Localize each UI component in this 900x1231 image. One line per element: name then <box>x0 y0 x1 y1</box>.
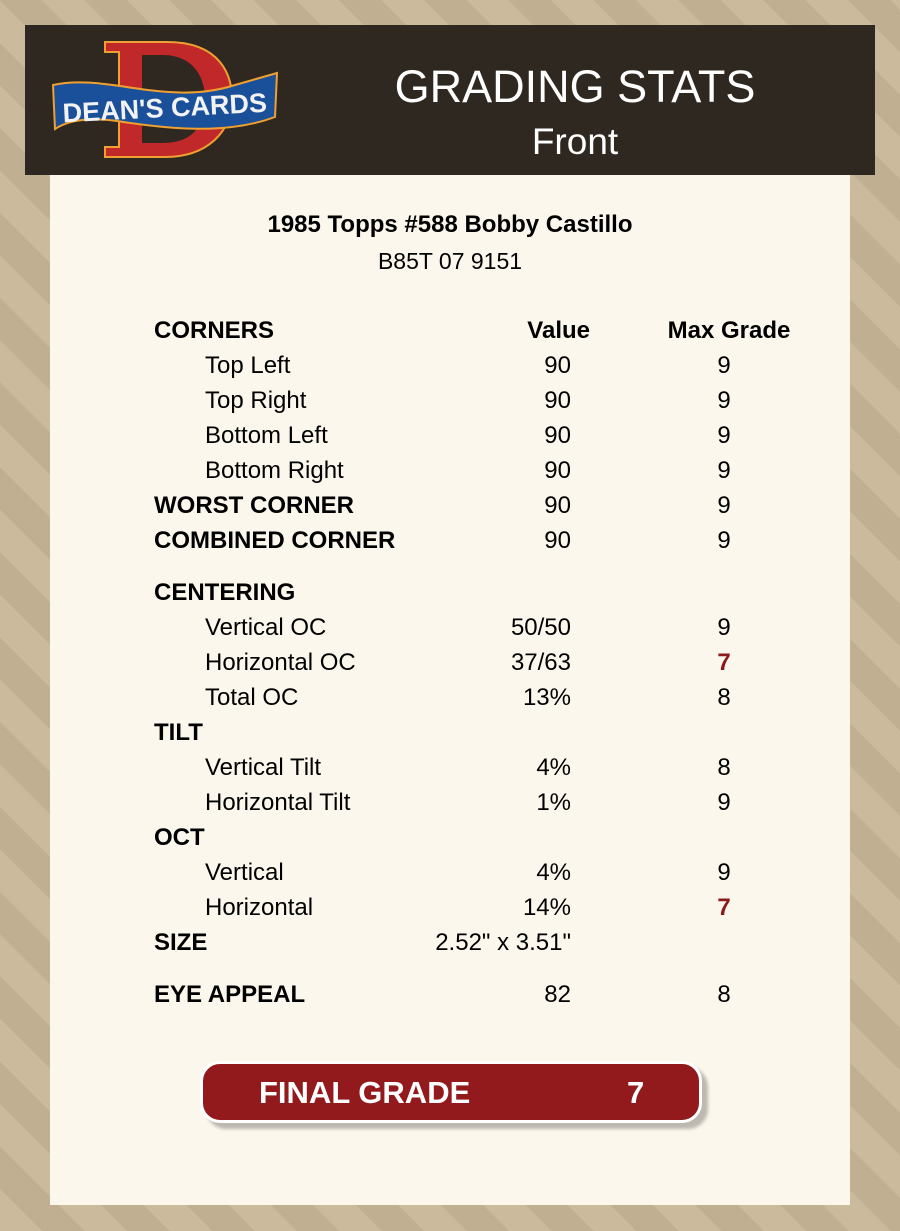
row-label: Vertical Tilt <box>205 754 322 781</box>
deans-cards-logo <box>47 37 282 162</box>
row-max-grade: 8 <box>717 684 731 711</box>
table-row <box>154 785 814 820</box>
row-value: 50/50 <box>510 614 571 641</box>
row-value: 90 <box>544 422 571 449</box>
row-label: Horizontal Tilt <box>205 789 351 816</box>
row-label: WORST CORNER <box>154 492 354 519</box>
table-row <box>154 855 814 890</box>
row-label: Vertical <box>205 859 284 886</box>
row-max-grade: 9 <box>717 789 731 816</box>
page-title: GRADING STATS <box>394 61 756 112</box>
row-value: 2.52" x 3.51" <box>435 929 571 956</box>
cert-number: B85T 07 9151 <box>377 248 523 274</box>
row-value: 1% <box>536 789 571 816</box>
row-max-grade: 9 <box>717 457 731 484</box>
row-label: Total OC <box>205 684 299 711</box>
row-label: CENTERING <box>154 579 296 606</box>
row-max-grade: 9 <box>717 527 731 554</box>
table-row <box>154 418 814 453</box>
row-max-grade: 9 <box>717 422 731 449</box>
section-row <box>154 313 814 348</box>
row-value: 90 <box>544 352 571 379</box>
table-row <box>154 383 814 418</box>
row-max-grade: 9 <box>717 352 731 379</box>
final-grade-badge <box>200 1061 702 1123</box>
row-label: Horizontal <box>205 894 314 921</box>
row-value: 4% <box>536 859 571 886</box>
row-label: COMBINED CORNER <box>154 527 396 554</box>
row-max-grade: 9 <box>717 614 731 641</box>
row-value: 4% <box>536 754 571 781</box>
table-row <box>154 453 814 488</box>
row-label: CORNERS <box>154 317 275 344</box>
row-value: 13% <box>522 684 571 711</box>
row-max-grade: 9 <box>717 387 731 414</box>
row-max-grade: 8 <box>717 981 731 1008</box>
row-label: Top Right <box>205 387 307 414</box>
row-label: Vertical OC <box>205 614 327 641</box>
row-label: Bottom Right <box>205 457 344 484</box>
row-label: Bottom Left <box>205 422 328 449</box>
row-label: TILT <box>154 719 203 746</box>
table-row <box>154 610 814 645</box>
page-subtitle: Front <box>531 121 619 162</box>
final-grade-value: 7 <box>627 1075 645 1110</box>
final-grade-label: FINAL GRADE <box>259 1075 471 1110</box>
row-max-grade: 8 <box>717 754 731 781</box>
row-max-grade: 9 <box>717 859 731 886</box>
row-label: SIZE <box>154 929 208 956</box>
section-row <box>154 715 814 750</box>
row-value: 37/63 <box>510 649 571 676</box>
card-title: 1985 Topps #588 Bobby Castillo <box>267 211 633 238</box>
table-row <box>154 890 814 925</box>
table-row <box>154 348 814 383</box>
row-max-grade: 9 <box>717 492 731 519</box>
row-label: OCT <box>154 824 205 851</box>
row-label: Top Left <box>205 352 291 379</box>
section-row <box>154 488 814 523</box>
section-row <box>154 977 814 1012</box>
row-value: 90 <box>544 457 571 484</box>
table-row <box>154 750 814 785</box>
grading-card <box>50 175 850 1205</box>
row-value: 90 <box>544 527 571 554</box>
row-value: 82 <box>544 981 571 1008</box>
row-label: Horizontal OC <box>205 649 356 676</box>
row-value: 90 <box>544 492 571 519</box>
section-row <box>154 523 814 558</box>
row-value: 14% <box>522 894 571 921</box>
row-max-grade: 7 <box>717 894 731 921</box>
row-label: EYE APPEAL <box>154 981 306 1008</box>
svg-text:DEAN'S CARDS: DEAN'S CARDS <box>61 87 268 129</box>
max-grade-column-header: Max Grade <box>667 317 791 344</box>
section-row <box>154 820 814 855</box>
section-row <box>154 925 814 960</box>
table-row <box>154 645 814 680</box>
row-max-grade: 7 <box>717 649 731 676</box>
grading-table <box>154 313 814 1012</box>
value-column-header: Value <box>527 317 590 344</box>
table-row <box>154 680 814 715</box>
header-banner <box>25 25 875 175</box>
row-value: 90 <box>544 387 571 414</box>
section-row <box>154 575 814 610</box>
